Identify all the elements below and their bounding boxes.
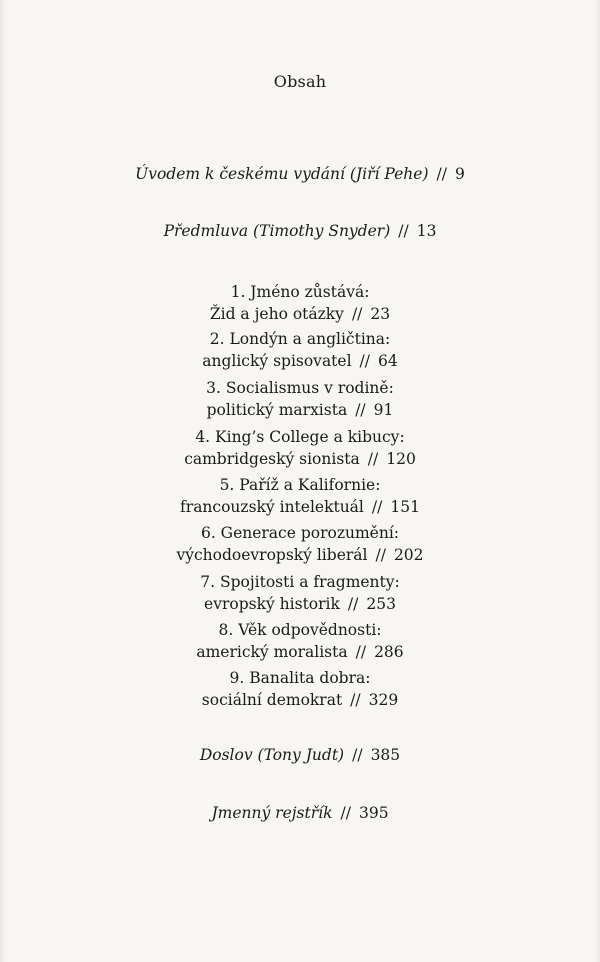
toc-chapter-9: [0, 667, 600, 711]
chapter-subtitle: politický marxista: [206, 401, 348, 419]
toc-separator: //: [398, 222, 409, 240]
chapter-subtitle: evropský historik: [204, 595, 340, 613]
chapter-subtitle: americký moralista: [196, 643, 348, 661]
chapter-subtitle-line: [0, 641, 600, 663]
toc-page-number: 120: [386, 450, 416, 468]
toc-separator: //: [375, 546, 386, 564]
toc-separator: //: [351, 305, 363, 323]
chapter-subtitle-line: [0, 496, 600, 518]
chapter-subtitle: francouzský intelektuál: [180, 498, 364, 516]
toc-entry-label: Jmenný rejstřík: [211, 804, 333, 822]
chapter-subtitle-line: [0, 399, 600, 421]
toc-entry-preface: [0, 222, 600, 240]
page-title: Obsah: [273, 72, 327, 91]
chapter-subtitle: Žid a jeho otázky: [209, 305, 344, 323]
toc-page-number: 395: [358, 804, 389, 822]
toc-chapter-5: [0, 474, 600, 518]
toc-page-number: 91: [373, 401, 394, 419]
toc-entry-label: Úvodem k českému vydání (Jiří Pehe): [135, 165, 429, 183]
chapter-subtitle-line: [0, 544, 600, 566]
toc-page-number: 286: [374, 643, 404, 661]
toc-separator: //: [355, 401, 366, 419]
chapter-subtitle: cambridgeský sionista: [184, 450, 360, 468]
toc-separator: //: [340, 804, 351, 822]
toc-entry-afterword: [0, 746, 600, 764]
toc-separator: //: [359, 352, 370, 370]
toc-entry-foreword-czech: [0, 165, 600, 183]
toc-page-number: 385: [370, 746, 401, 764]
toc-page-number: 23: [370, 305, 391, 323]
toc-page-number: 202: [393, 546, 424, 564]
chapter-title: 1. Jméno zůstává:: [230, 283, 370, 301]
toc-chapter-3: [0, 377, 600, 421]
chapter-title: 5. Paříž a Kalifornie:: [219, 476, 381, 494]
toc-chapter-8: [0, 619, 600, 663]
chapter-title: 2. Londýn a angličtina:: [209, 330, 391, 348]
chapter-subtitle-line: [0, 593, 600, 615]
toc-separator: //: [355, 643, 367, 661]
chapter-subtitle: sociální demokrat: [201, 691, 343, 709]
toc-page-number: 253: [366, 595, 396, 613]
chapter-subtitle-line: [0, 303, 600, 325]
chapter-title: 7. Spojitosti a fragmenty:: [200, 573, 400, 591]
toc-chapter-2: [0, 328, 600, 372]
toc-entry-label: Předmluva (Timothy Snyder): [163, 222, 391, 240]
chapter-subtitle-line: [0, 689, 600, 711]
chapter-title: 3. Socialismus v rodině:: [206, 379, 394, 397]
toc-separator: //: [350, 691, 361, 709]
toc-separator: //: [352, 746, 363, 764]
chapter-title: 6. Generace porozumění:: [200, 524, 400, 542]
chapter-subtitle: anglický spisovatel: [202, 352, 352, 370]
toc-page-number: 151: [390, 498, 420, 516]
toc-separator: //: [371, 498, 383, 516]
chapter-subtitle-line: [0, 448, 600, 470]
toc-page-number: 13: [416, 222, 437, 240]
chapter-subtitle-line: [0, 350, 600, 372]
toc-chapter-4: [0, 426, 600, 470]
toc-page-number: 9: [454, 165, 465, 183]
chapter-title: 4. King’s College a kibucy:: [195, 428, 405, 446]
toc-chapter-6: [0, 522, 600, 566]
toc-separator: //: [347, 595, 359, 613]
chapter-title: 9. Banalita dobra:: [229, 669, 371, 687]
toc-page-number: 329: [368, 691, 399, 709]
toc-chapter-1: [0, 281, 600, 325]
toc-separator: //: [436, 165, 447, 183]
toc-separator: //: [367, 450, 379, 468]
toc-page-number: 64: [378, 352, 398, 370]
toc-entry-label: Doslov (Tony Judt): [199, 746, 345, 764]
chapter-title: 8. Věk odpovědnosti:: [218, 621, 382, 639]
toc-entry-index: [0, 804, 600, 822]
toc-chapter-7: [0, 571, 600, 615]
chapter-subtitle: východoevropský liberál: [176, 546, 368, 564]
